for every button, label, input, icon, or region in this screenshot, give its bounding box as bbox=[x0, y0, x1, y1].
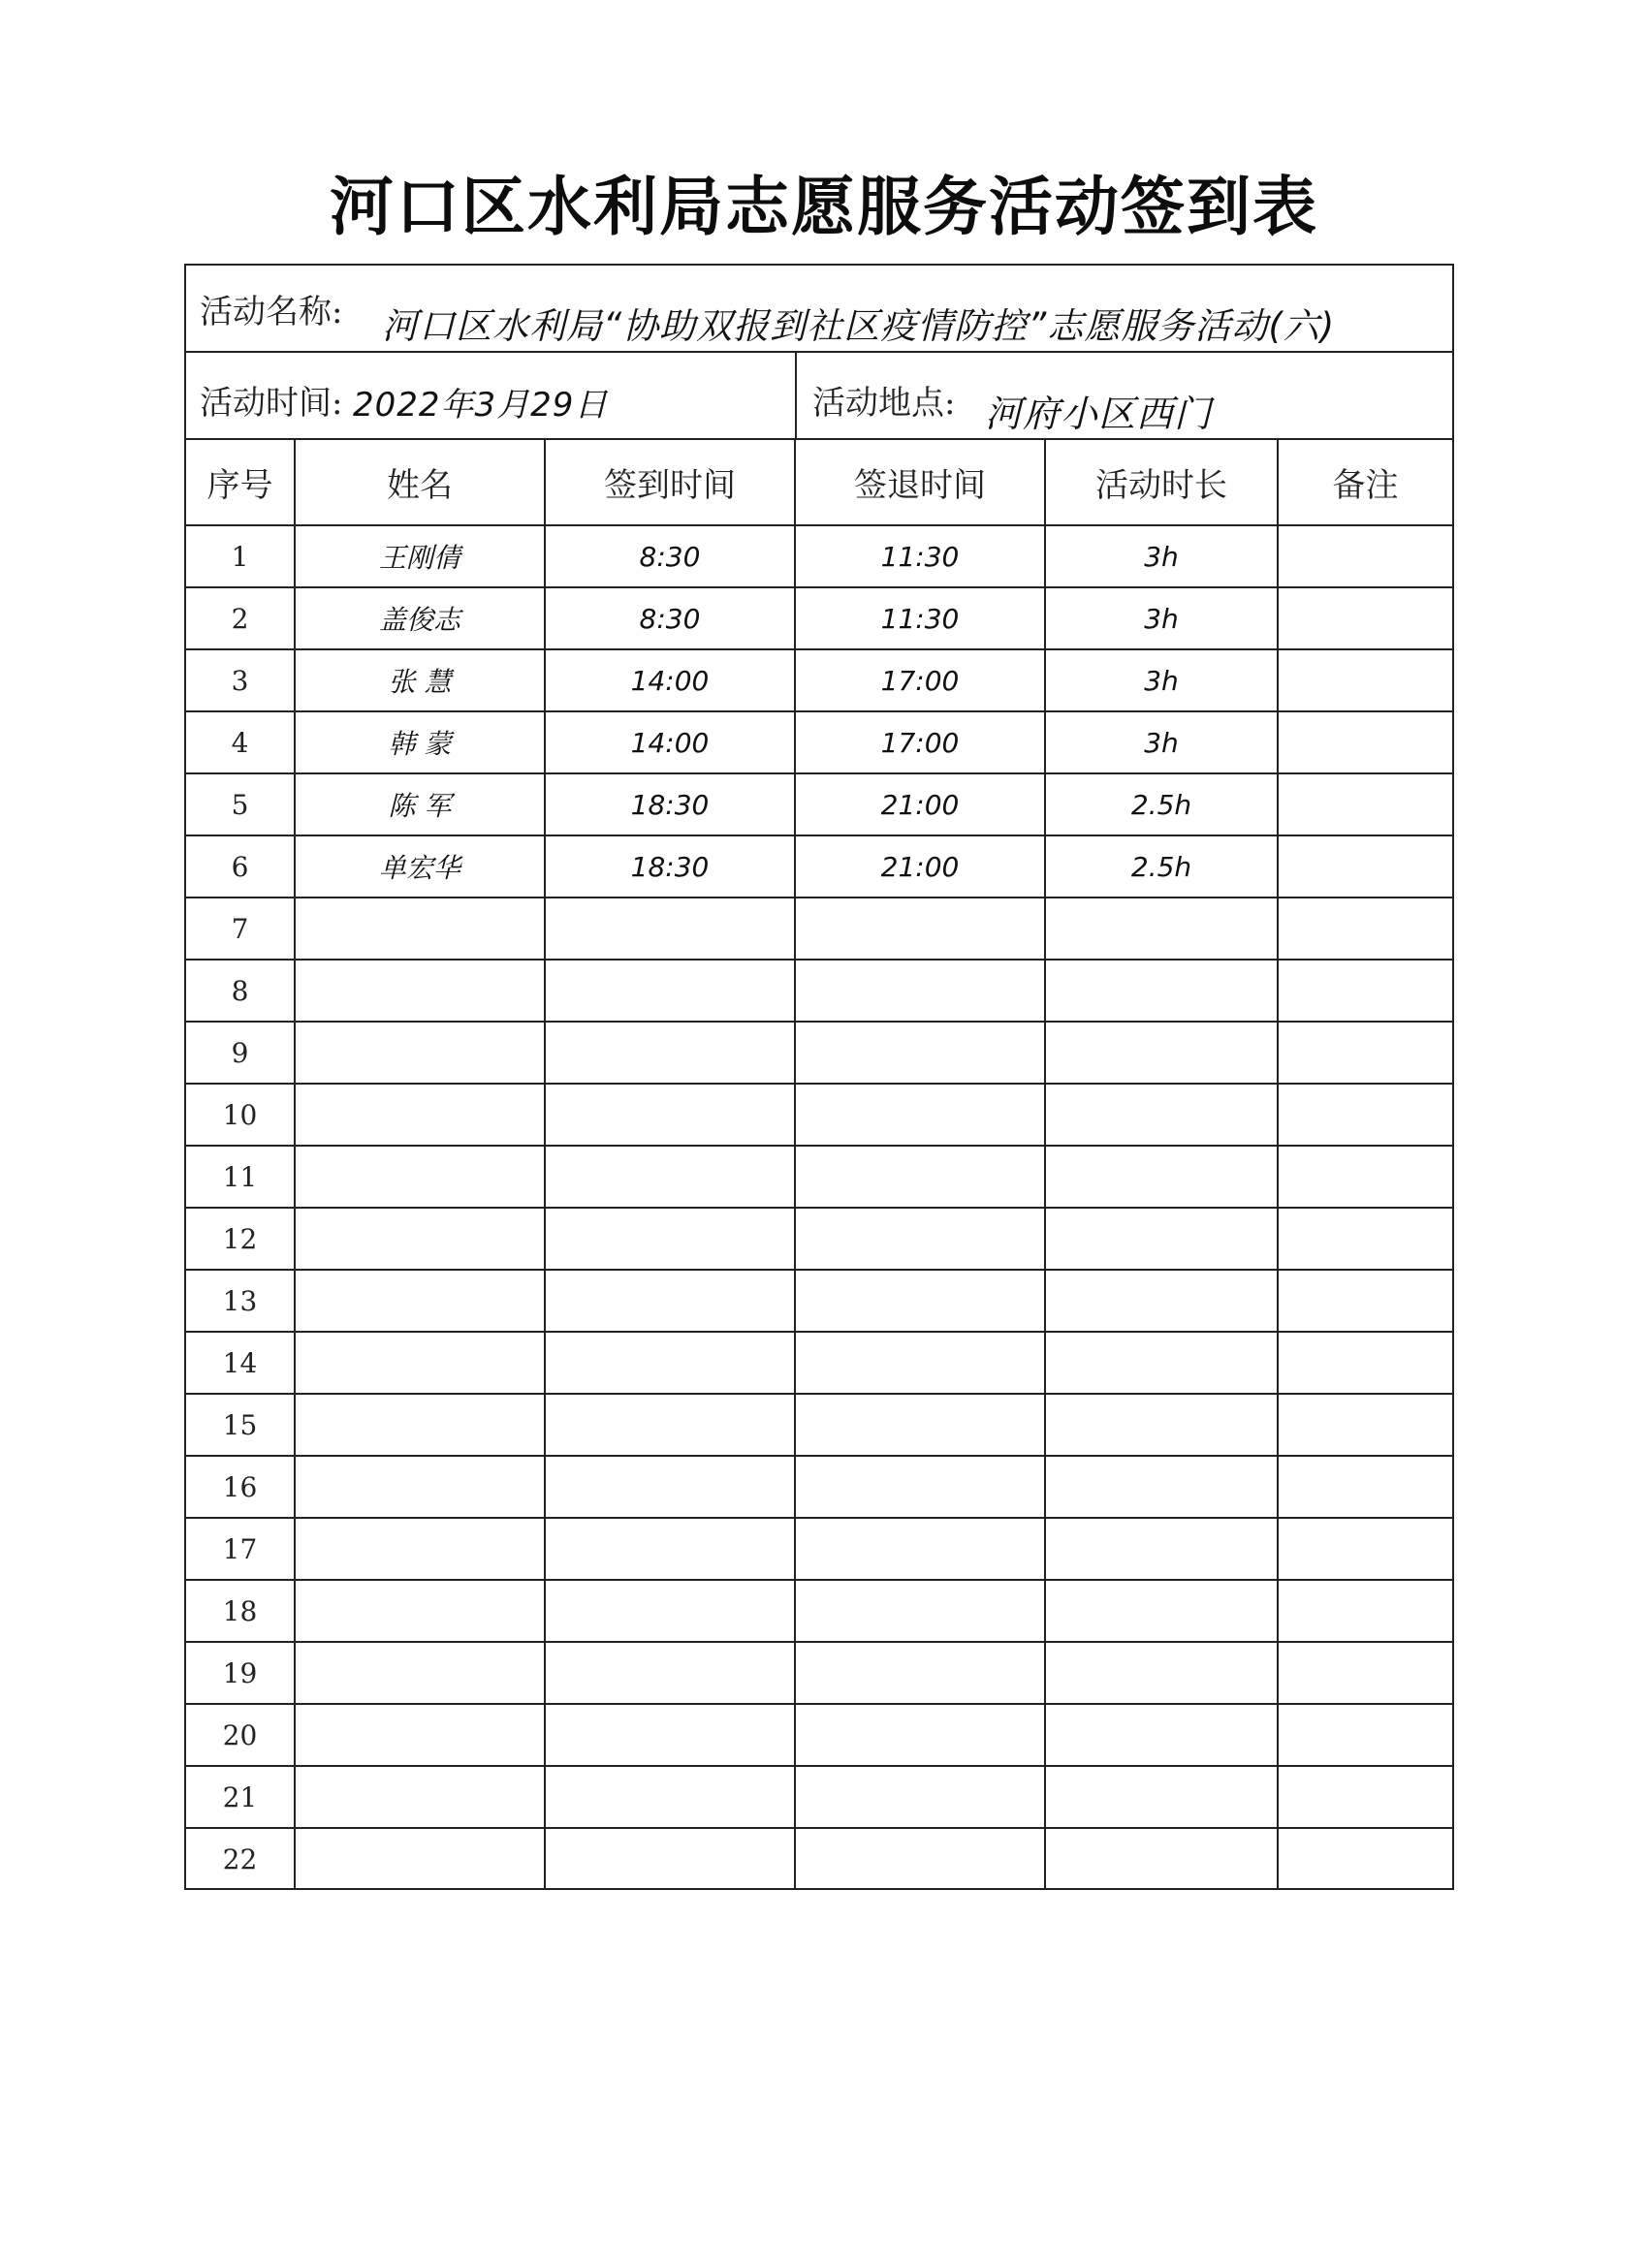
cell-index: 15 bbox=[186, 1394, 295, 1456]
activity-time-label: 活动时间: bbox=[200, 384, 343, 423]
cell-duration bbox=[1045, 1146, 1278, 1208]
activity-time-place-row bbox=[186, 353, 1452, 440]
cell-duration bbox=[1045, 1084, 1278, 1146]
cell-notes bbox=[1278, 587, 1452, 649]
cell-notes bbox=[1278, 960, 1452, 1022]
cell-name: 张 慧 bbox=[295, 649, 545, 711]
cell-notes bbox=[1278, 1456, 1452, 1518]
cell-notes bbox=[1278, 1022, 1452, 1084]
cell-duration bbox=[1045, 1456, 1278, 1518]
cell-index: 17 bbox=[186, 1518, 295, 1580]
cell-notes bbox=[1278, 1766, 1452, 1828]
cell-duration: 3h bbox=[1045, 587, 1278, 649]
cell-duration bbox=[1045, 1518, 1278, 1580]
cell-index: 3 bbox=[186, 649, 295, 711]
cell-sign-out-time: 17:00 bbox=[795, 711, 1045, 773]
cell-index: 9 bbox=[186, 1022, 295, 1084]
cell-index: 21 bbox=[186, 1766, 295, 1828]
cell-notes bbox=[1278, 1828, 1452, 1890]
cell-sign-out-time bbox=[795, 1146, 1045, 1208]
cell-sign-in-time bbox=[545, 898, 795, 960]
cell-name: 韩 蒙 bbox=[295, 711, 545, 773]
cell-notes bbox=[1278, 1704, 1452, 1766]
cell-index: 2 bbox=[186, 587, 295, 649]
cell-duration: 3h bbox=[1045, 711, 1278, 773]
cell-index: 14 bbox=[186, 1332, 295, 1394]
cell-duration bbox=[1045, 1828, 1278, 1890]
table-row bbox=[186, 835, 1452, 898]
cell-name: 盖俊志 bbox=[295, 587, 545, 649]
cell-notes bbox=[1278, 711, 1452, 773]
cell-name bbox=[295, 1022, 545, 1084]
table-row bbox=[186, 1580, 1452, 1642]
cell-sign-in-time bbox=[545, 1456, 795, 1518]
cell-sign-out-time bbox=[795, 1704, 1045, 1766]
column-divider bbox=[795, 353, 797, 438]
cell-index: 10 bbox=[186, 1084, 295, 1146]
cell-name bbox=[295, 1518, 545, 1580]
cell-sign-in-time bbox=[545, 1580, 795, 1642]
cell-name bbox=[295, 1270, 545, 1332]
cell-duration bbox=[1045, 1704, 1278, 1766]
cell-sign-in-time bbox=[545, 1766, 795, 1828]
activity-name-row bbox=[186, 266, 1452, 353]
cell-notes bbox=[1278, 649, 1452, 711]
cell-name bbox=[295, 1332, 545, 1394]
cell-duration bbox=[1045, 1270, 1278, 1332]
cell-index: 4 bbox=[186, 711, 295, 773]
cell-sign-in-time bbox=[545, 1642, 795, 1704]
cell-sign-in-time bbox=[545, 1828, 795, 1890]
cell-index: 5 bbox=[186, 773, 295, 835]
cell-sign-out-time bbox=[795, 960, 1045, 1022]
cell-sign-out-time: 17:00 bbox=[795, 649, 1045, 711]
cell-sign-out-time bbox=[795, 1270, 1045, 1332]
cell-duration: 2.5h bbox=[1045, 773, 1278, 835]
cell-name bbox=[295, 1580, 545, 1642]
table-row bbox=[186, 1208, 1452, 1270]
cell-name bbox=[295, 898, 545, 960]
cell-name bbox=[295, 1208, 545, 1270]
activity-time-value: 2022年3月29日 bbox=[353, 386, 609, 425]
table-row bbox=[186, 525, 1452, 587]
cell-index: 11 bbox=[186, 1146, 295, 1208]
cell-duration bbox=[1045, 960, 1278, 1022]
cell-name bbox=[295, 1828, 545, 1890]
cell-index: 22 bbox=[186, 1828, 295, 1890]
cell-index: 12 bbox=[186, 1208, 295, 1270]
sign-in-sheet bbox=[184, 264, 1454, 1890]
table-row bbox=[186, 1642, 1452, 1704]
cell-sign-out-time bbox=[795, 1580, 1045, 1642]
cell-name bbox=[295, 1642, 545, 1704]
table-header-row bbox=[186, 440, 1452, 525]
cell-sign-out-time bbox=[795, 1208, 1045, 1270]
table-row bbox=[186, 649, 1452, 711]
cell-sign-in-time bbox=[545, 1704, 795, 1766]
cell-notes bbox=[1278, 1208, 1452, 1270]
cell-name: 单宏华 bbox=[295, 835, 545, 898]
cell-sign-out-time bbox=[795, 898, 1045, 960]
table-row bbox=[186, 1518, 1452, 1580]
cell-sign-in-time bbox=[545, 1022, 795, 1084]
cell-notes bbox=[1278, 1642, 1452, 1704]
cell-notes bbox=[1278, 835, 1452, 898]
activity-place-label: 活动地点: bbox=[812, 384, 956, 423]
cell-sign-in-time: 14:00 bbox=[545, 649, 795, 711]
cell-duration: 2.5h bbox=[1045, 835, 1278, 898]
cell-index: 13 bbox=[186, 1270, 295, 1332]
header-duration: 活动时长 bbox=[1045, 440, 1278, 525]
table-row bbox=[186, 1146, 1452, 1208]
cell-duration bbox=[1045, 1208, 1278, 1270]
cell-duration: 3h bbox=[1045, 649, 1278, 711]
cell-duration bbox=[1045, 1642, 1278, 1704]
table-row bbox=[186, 711, 1452, 773]
cell-notes bbox=[1278, 1394, 1452, 1456]
cell-sign-out-time bbox=[795, 1518, 1045, 1580]
cell-index: 8 bbox=[186, 960, 295, 1022]
cell-name bbox=[295, 1146, 545, 1208]
cell-sign-in-time bbox=[545, 1332, 795, 1394]
cell-index: 20 bbox=[186, 1704, 295, 1766]
cell-notes bbox=[1278, 773, 1452, 835]
page-title: 河口区水利局志愿服务活动签到表 bbox=[330, 170, 1318, 244]
cell-index: 6 bbox=[186, 835, 295, 898]
cell-sign-out-time bbox=[795, 1084, 1045, 1146]
cell-index: 7 bbox=[186, 898, 295, 960]
cell-sign-out-time bbox=[795, 1332, 1045, 1394]
activity-name-label: 活动名称: bbox=[200, 293, 343, 331]
header-sign-out-time: 签退时间 bbox=[795, 440, 1045, 525]
cell-sign-in-time bbox=[545, 960, 795, 1022]
cell-duration bbox=[1045, 898, 1278, 960]
table-row bbox=[186, 1022, 1452, 1084]
cell-duration: 3h bbox=[1045, 525, 1278, 587]
table-row bbox=[186, 587, 1452, 649]
cell-name: 王刚倩 bbox=[295, 525, 545, 587]
cell-duration bbox=[1045, 1580, 1278, 1642]
cell-sign-in-time bbox=[545, 1208, 795, 1270]
cell-name bbox=[295, 1394, 545, 1456]
table-row bbox=[186, 960, 1452, 1022]
cell-duration bbox=[1045, 1394, 1278, 1456]
cell-notes bbox=[1278, 1332, 1452, 1394]
cell-name bbox=[295, 1084, 545, 1146]
cell-notes bbox=[1278, 1270, 1452, 1332]
cell-sign-out-time: 21:00 bbox=[795, 835, 1045, 898]
table-row bbox=[186, 1332, 1452, 1394]
cell-sign-in-time bbox=[545, 1146, 795, 1208]
table-row bbox=[186, 1084, 1452, 1146]
table-row bbox=[186, 1456, 1452, 1518]
cell-sign-in-time: 18:30 bbox=[545, 835, 795, 898]
cell-sign-out-time: 11:30 bbox=[795, 587, 1045, 649]
table-row bbox=[186, 1828, 1452, 1890]
cell-name bbox=[295, 1766, 545, 1828]
cell-sign-in-time bbox=[545, 1270, 795, 1332]
table-row bbox=[186, 1394, 1452, 1456]
cell-sign-out-time bbox=[795, 1766, 1045, 1828]
table-row bbox=[186, 1270, 1452, 1332]
header-notes: 备注 bbox=[1278, 440, 1452, 525]
cell-sign-out-time: 11:30 bbox=[795, 525, 1045, 587]
table-row bbox=[186, 1766, 1452, 1828]
cell-sign-out-time: 21:00 bbox=[795, 773, 1045, 835]
cell-duration bbox=[1045, 1766, 1278, 1828]
cell-index: 19 bbox=[186, 1642, 295, 1704]
header-sign-in-time: 签到时间 bbox=[545, 440, 795, 525]
cell-notes bbox=[1278, 1518, 1452, 1580]
cell-sign-out-time bbox=[795, 1642, 1045, 1704]
cell-sign-in-time bbox=[545, 1518, 795, 1580]
table-row bbox=[186, 1704, 1452, 1766]
table-row bbox=[186, 898, 1452, 960]
cell-sign-in-time: 18:30 bbox=[545, 773, 795, 835]
activity-name-value: 河口区水利局“协助双报到社区疫情防控”志愿服务活动(六) bbox=[382, 305, 1336, 347]
cell-name: 陈 军 bbox=[295, 773, 545, 835]
cell-sign-out-time bbox=[795, 1022, 1045, 1084]
cell-sign-in-time: 8:30 bbox=[545, 525, 795, 587]
activity-place-value: 河府小区西门 bbox=[985, 393, 1213, 435]
cell-index: 18 bbox=[186, 1580, 295, 1642]
cell-sign-out-time bbox=[795, 1394, 1045, 1456]
cell-notes bbox=[1278, 1146, 1452, 1208]
cell-sign-in-time: 14:00 bbox=[545, 711, 795, 773]
cell-notes bbox=[1278, 1580, 1452, 1642]
cell-sign-in-time: 8:30 bbox=[545, 587, 795, 649]
table-row bbox=[186, 773, 1452, 835]
cell-notes bbox=[1278, 1084, 1452, 1146]
cell-name bbox=[295, 1704, 545, 1766]
attendance-table bbox=[186, 440, 1452, 1890]
cell-sign-in-time bbox=[545, 1394, 795, 1456]
cell-sign-out-time bbox=[795, 1828, 1045, 1890]
cell-index: 16 bbox=[186, 1456, 295, 1518]
cell-sign-in-time bbox=[545, 1084, 795, 1146]
cell-index: 1 bbox=[186, 525, 295, 587]
header-index: 序号 bbox=[186, 440, 295, 525]
cell-notes bbox=[1278, 898, 1452, 960]
cell-notes bbox=[1278, 525, 1452, 587]
cell-duration bbox=[1045, 1332, 1278, 1394]
cell-name bbox=[295, 960, 545, 1022]
cell-sign-out-time bbox=[795, 1456, 1045, 1518]
cell-duration bbox=[1045, 1022, 1278, 1084]
cell-name bbox=[295, 1456, 545, 1518]
header-name: 姓名 bbox=[295, 440, 545, 525]
